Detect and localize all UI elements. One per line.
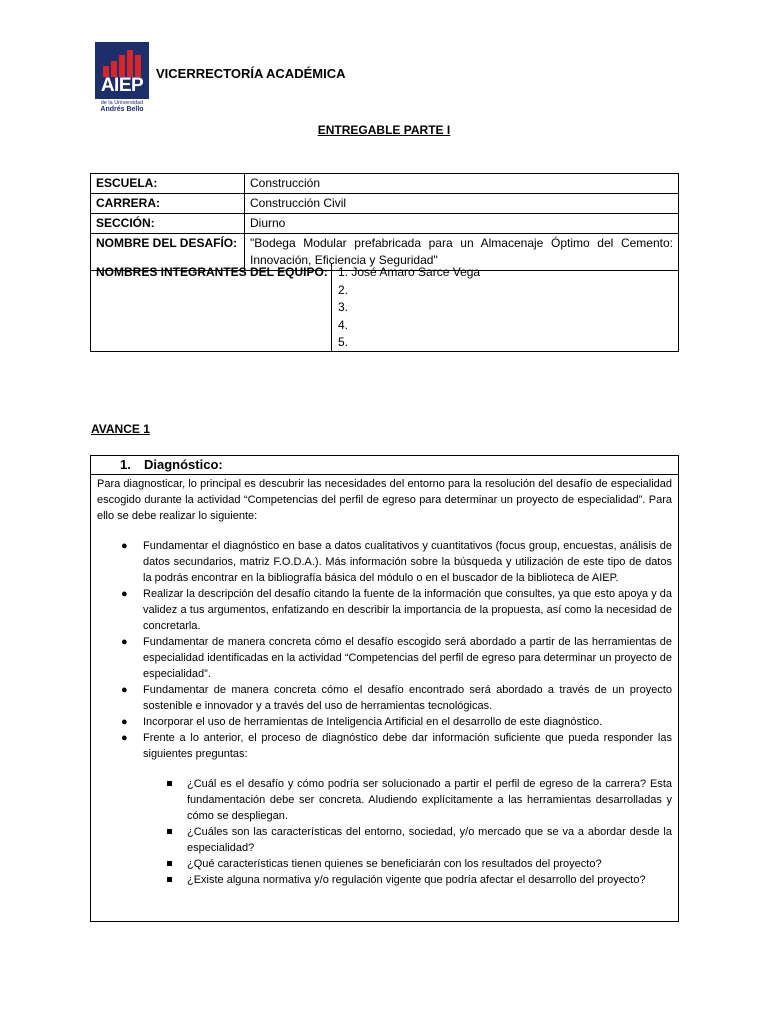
question-text: ¿Cuáles son las características del entorno, sociedad, y/o mercado que se va a abordar desde la especialidad? [187, 826, 672, 854]
team-member: 3. [338, 300, 349, 314]
list-item [97, 714, 672, 730]
row-value: Construcción Civil [245, 194, 679, 214]
question-text: ¿Cuál es el desafío y cómo podría ser solucionado a partir el perfil de egreso de la carrera? Esta fundamentación debe ser concreta. Aludiendo explícitamente a las herramientas desarrolladas y cómo se despliegan. [187, 778, 672, 822]
square-bullet-icon [167, 877, 172, 882]
diagnostico-box [90, 455, 679, 922]
list-item [97, 682, 672, 714]
team-member: 1. José Amaro Sarce Vega [338, 265, 481, 279]
section-title: Diagnóstico: [144, 457, 223, 472]
bullet-icon: ● [121, 716, 128, 728]
list-item-text: Frente a lo anterior, el proceso de diagnóstico debe dar información suficiente que pueda responder las siguientes preguntas: [143, 732, 672, 760]
section-number: 1. [120, 457, 131, 472]
row-label: SECCIÓN: [91, 214, 245, 234]
question-text: ¿Qué características tienen quienes se beneficiarán con los resultados del proyecto? [187, 858, 602, 870]
team-member: 4. [338, 317, 349, 332]
table-row [91, 214, 679, 234]
question-item [97, 824, 672, 856]
team-member: 5. [338, 335, 349, 349]
row-label: NOMBRE DEL DESAFÍO: [91, 234, 245, 271]
aiep-logo [95, 42, 149, 116]
logo-emblem [95, 42, 149, 99]
team-list [338, 264, 480, 352]
list-item [97, 586, 672, 634]
team-divider [331, 263, 332, 351]
row-value: "Bodega Modular prefabricada para un Almacenaje Óptimo del Cemento: Innovación, Eficiencia y Seguridad" [245, 234, 679, 271]
diagnostico-header [91, 456, 678, 475]
question-item [97, 776, 672, 824]
row-value: Construcción [245, 174, 679, 194]
square-bullet-icon [167, 829, 172, 834]
row-label: CARRERA: [91, 194, 245, 214]
diagnostico-body [91, 476, 678, 888]
logo-text: AIEP [100, 75, 144, 96]
table-row [91, 194, 679, 214]
question-item [97, 872, 672, 888]
logo-university: Andrés Bello [100, 106, 144, 113]
list-item-text: Incorporar el uso de herramientas de Inteligencia Artificial en el desarrollo de este diagnóstico. [143, 716, 603, 728]
list-item-text: Realizar la descripción del desafío citando la fuente de la información que consultes, ya que esto apoya y da validez a tus argumentos, enfatizando en describir la importancia de la propuesta, así como la necesidad de concretarla. [143, 588, 672, 632]
intro-paragraph: Para diagnosticar, lo principal es descubrir las necesidades del entorno para la resolución del desafío de especialidad escogido durante la actividad “Competencias del perfil de egreso para determinar un proyecto de especialidad”. Para ello se debe realizar lo siguiente: [97, 478, 672, 522]
list-item [97, 730, 672, 762]
table-row [91, 174, 679, 194]
square-bullet-icon [167, 781, 172, 786]
list-item-text: Fundamentar el diagnóstico en base a datos cualitativos y cuantitativos (focus group, encuestas, análisis de datos secundarios, matriz F.O.D.A.). Más información sobre la búsqueda y utilización de este tipo de datos la podrás encontrar en la bibliografía básica del módulo o en el buscador de la biblioteca de AIEP. [143, 540, 672, 584]
team-row [90, 263, 679, 352]
question-text: ¿Existe alguna normativa y/o regulación vigente que podría afectar el desarrollo del proyecto? [187, 874, 646, 886]
question-list [97, 776, 672, 888]
square-bullet-icon [167, 861, 172, 866]
question-item [97, 856, 672, 872]
row-value: Diurno [245, 214, 679, 234]
list-item-text: Fundamentar de manera concreta cómo el desafío escogido será abordado a partir de las herramientas de especialidad identificadas en la actividad “Competencias del perfil de egreso para determinar un proyecto de especialidad”. [143, 636, 672, 680]
bullet-icon: ● [121, 540, 128, 552]
bullet-list [97, 538, 672, 762]
list-item [97, 634, 672, 682]
section-heading: AVANCE 1 [91, 422, 150, 436]
info-table [90, 173, 679, 271]
bullet-icon: ● [121, 588, 128, 600]
document-title: ENTREGABLE PARTE I [317, 123, 451, 137]
list-item [97, 538, 672, 586]
bullet-icon: ● [121, 684, 128, 696]
bullet-icon: ● [121, 732, 128, 744]
team-member: 2. [338, 282, 349, 297]
logo-subtitle: de la Universidad [100, 100, 144, 106]
list-item-text: Fundamentar de manera concreta cómo el desafío encontrado será abordado a través de un proyecto sostenible e innovador y a través del uso de herramientas tecnológicas. [143, 684, 672, 712]
team-label: NOMBRES INTEGRANTES DEL EQUIPO: [96, 265, 328, 279]
bullet-icon: ● [121, 636, 128, 648]
header-title: VICERRECTORÍA ACADÉMICA [156, 66, 346, 81]
row-label: ESCUELA: [91, 174, 245, 194]
